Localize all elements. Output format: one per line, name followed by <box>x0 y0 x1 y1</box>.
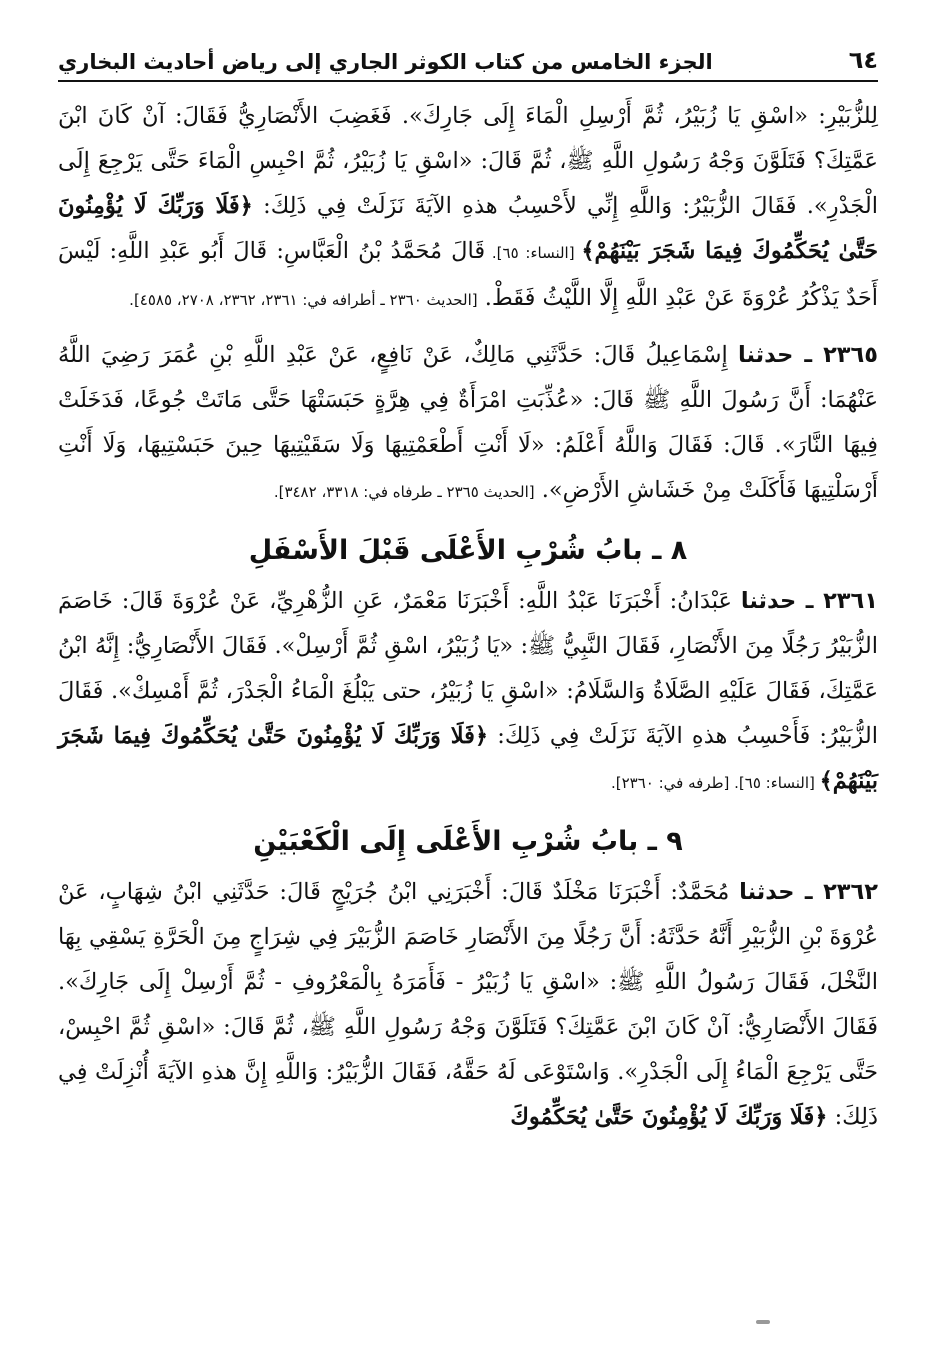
hadith-2362 <box>58 870 878 1140</box>
book-page <box>58 30 878 1320</box>
quran-verse: ﴿فَلَا وَرَبِّكَ لَا يُؤْمِنُونَ حَتَّىٰ يُحَكِّمُوكَ <box>510 1104 828 1130</box>
running-header <box>58 30 878 74</box>
hadith-number: ٢٣٦٥ ـ حدثنا <box>738 342 878 368</box>
chapter-heading-9: ٩ ـ بابُ شُرْبِ الأَعْلَى إِلَى الْكَعْبَيْنِ <box>253 826 683 857</box>
hadith-number: ٢٣٦٢ ـ حدثنا <box>739 879 878 905</box>
hadith-cross-reference: [النساء: ٦٥]. [طرفه في: ٢٣٦٠]. <box>610 774 820 792</box>
hadith-number: ٢٣٦١ ـ حدثنا <box>740 588 879 614</box>
quran-verse: ﴿فَلَا وَرَبِّكَ لَا يُؤْمِنُونَ حَتَّىٰ يُحَكِّمُوكَ فِيمَا شَجَرَ بَيْنَهُمْ﴾ <box>58 723 878 794</box>
hadith-cross-reference: [الحديث ٢٣٦٥ ـ طرفاه في: ٣٣١٨، ٣٤٨٢]. <box>273 483 535 501</box>
paragraph-intro <box>58 94 878 323</box>
hadith-2361 <box>58 579 878 806</box>
running-title: الجزء الخامس من كتاب الكوثر الجاري إلى رياض أحاديث البخاري <box>58 50 713 74</box>
quran-verse: ﴿فَلَا وَرَبِّكَ لَا يُؤْمِنُونَ حَتَّىٰ يُحَكِّمُوكَ فِيمَا شَجَرَ بَيْنَهُمْ﴾ <box>58 193 879 264</box>
quran-reference: [النساء: ٦٥]. <box>485 244 582 262</box>
page-number: ٦٤ <box>848 46 878 74</box>
intro-text-continued: قَالَ مُحَمَّدُ بْنُ الْعَبَّاسِ: قَالَ أَبُو عَبْدِ اللَّهِ: لَيْسَ أَحَدٌ يَذْكُرُ عُرْوَةَ عَنْ عَبْدِ اللَّهِ إِلَّا اللَّيْثُ فَقَطْ. <box>58 238 878 311</box>
header-divider <box>58 80 878 82</box>
hadith-text: عَبْدَانُ: أَخْبَرَنَا عَبْدُ اللَّهِ: أَخْبَرَنَا مَعْمَرٌ، عَنِ الزُّهْرِيِّ، عَنْ عُرْوَةَ قَالَ: خَاصَمَ الزُّبَيْرُ رَجُلًا مِنَ الأَنْصَارِ، فَقَالَ النَّبِيُّ ﷺ: «يَا زُبَيْرُ، اسْقِ ثُمَّ أَرْسِلْ». فَقَالَ الأَنْصَارِيُّ: إِنَّهُ ابْنُ عَمَّتِكَ، فَقَالَ عَلَيْهِ الصَّلَاةُ وَالسَّلَامُ: «اسْقِ يَا زُبَيْرُ، حتى يَبْلُغَ الْمَاءُ الْجَدْرَ، ثُمَّ أَمْسِكْ». فَقَالَ الزُّبَيْرُ: فَأَحْسِبُ هذهِ الآيَةَ نَزَلَتْ فِي ذَلِكَ: <box>58 588 878 749</box>
hadith-text: مُحَمَّدٌ: أَخْبَرَنَا مَخْلَدٌ قَالَ: أَخْبَرَنِي ابْنُ جُرَيْجٍ قَالَ: حَدَّثَنِي ابْنُ شِهَابٍ، عَنْ عُرْوَةَ بْنِ الزُّبَيْرِ أَنَّهُ حَدَّثَهُ: أَنَّ رَجُلًا مِنَ الأَنْصَارِ خَاصَمَ الزُّبَيْرَ فِي شِرَاجٍ مِنَ الْحَرَّةِ يَسْقِي بِهَا النَّخْلَ، فَقَالَ رَسُولُ اللَّهِ ﷺ: «اسْقِ يَا زُبَيْرُ - فَأَمَرَهُ بِالْمَعْرُوفِ - ثُمَّ أَرْسِلْ إِلَى جَارِكَ». فَقَالَ الأَنْصَارِيُّ: آنْ كَانَ ابْنَ عَمَّتِكَ؟ فَتَلَوَّنَ وَجْهُ رَسُولِ اللَّهِ ﷺ، ثُمَّ قَالَ: «اسْقِ ثُمَّ احْبِسْ، حَتَّى يَرْجِعَ الْمَاءُ إِلَى الْجَدْرِ». وَاسْتَوْعَى لَهُ حَقَّهُ، فَقَالَ الزُّبَيْرُ: وَاللَّهِ إِنَّ هذهِ الآيَةَ أُنْزِلَتْ فِي ذَلِكَ: <box>58 879 878 1130</box>
intro-text: لِلزُّبَيْرِ: «اسْقِ يَا زُبَيْرُ، ثُمَّ أَرْسِلِ الْمَاءَ إِلَى جَارِكَ». فَغَضِبَ الأَنْصَارِيُّ فَقَالَ: آنْ كَانَ ابْنَ عَمَّتِكَ؟ فَتَلَوَّنَ وَجْهُ رَسُولِ اللَّهِ ﷺ، ثُمَّ قَالَ: «اسْقِ يَا زُبَيْرُ، ثُمَّ احْبِسِ الْمَاءَ حَتَّى يَرْجِعَ إِلَى الْجَدْرِ». فَقَالَ الزُّبَيْرُ: وَاللَّهِ إِنِّي لأَحْسِبُ هذهِ الآيَةَ نَزَلَتْ فِي ذَلِكَ: <box>58 103 879 219</box>
hadith-2365 <box>58 333 878 515</box>
scan-speck <box>756 1320 770 1324</box>
chapter-heading-8: ٨ ـ بابُ شُرْبِ الأَعْلَى قَبْلَ الأَسْفَلِ <box>248 535 688 566</box>
hadith-cross-reference: [الحديث ٢٣٦٠ ـ أطرافه في: ٢٣٦١، ٢٣٦٢، ٢٧٠٨، ٤٥٨٥]. <box>129 291 478 309</box>
hadith-text: إِسْمَاعِيلُ قَالَ: حَدَّثَنِي مَالِكٌ، عَنْ نَافِعٍ، عَنْ عَبْدِ اللَّهِ بْنِ عُمَرَ رَضِيَ اللَّهُ عَنْهُمَا: أَنَّ رَسُولَ اللَّهِ ﷺ قَالَ: «عُذِّبَتِ امْرَأَةٌ فِي هِرَّةٍ حَبَسَتْهَا حَتَّى مَاتَتْ جُوعًا، فَدَخَلَتْ فِيهَا النَّارَ». قَالَ: فَقَالَ وَاللَّهُ أَعْلَمُ: «لَا أَنْتِ أَطْعَمْتِيهَا وَلَا سَقَيْتِيهَا حِينَ حَبَسْتِيهَا، وَلَا أَنْتِ أَرْسَلْتِيهَا فَأَكَلَتْ مِنْ خَشَاشِ الأَرْضِ». <box>58 342 878 503</box>
